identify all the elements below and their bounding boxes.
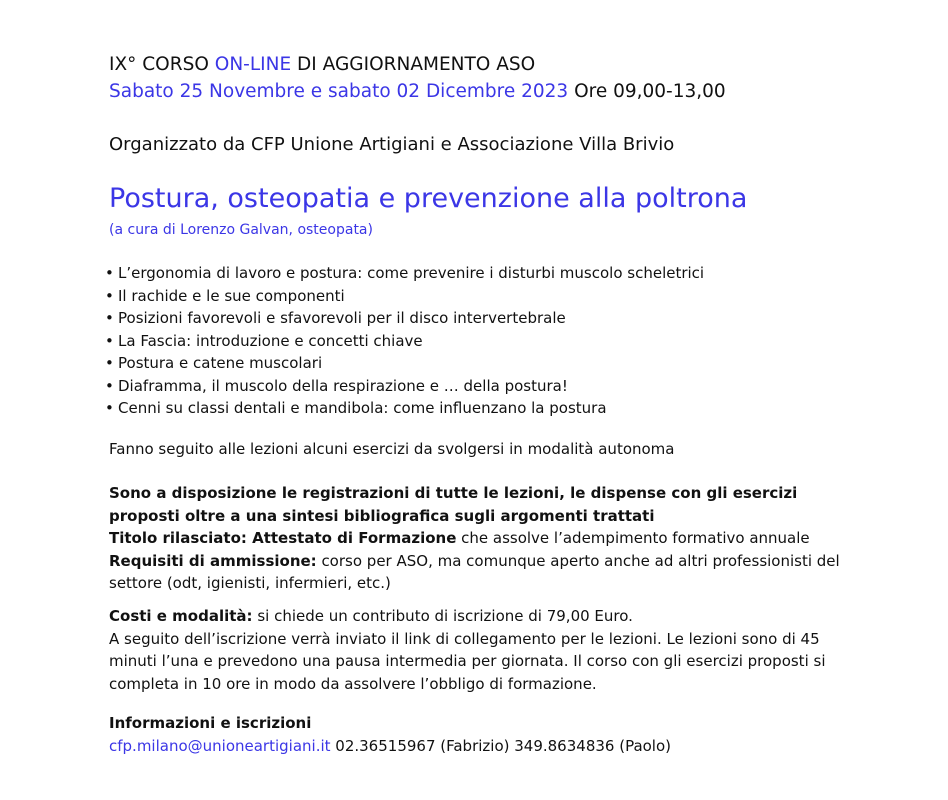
course-hours: Ore 09,00-13,00 <box>568 81 726 102</box>
email-link[interactable]: cfp.milano@unioneartigiani.it <box>109 736 331 755</box>
bullet: • <box>105 399 114 417</box>
course-title: Postura, osteopatia e prevenzione alla poltrona <box>109 183 748 214</box>
costs-line <box>109 605 854 628</box>
bullet: • <box>105 286 114 305</box>
bullet: • <box>105 376 114 395</box>
certificate-text: che assolve l’adempimento formativo annuale <box>456 529 810 547</box>
online-label: ON-LINE <box>214 54 292 75</box>
list-item: • Il rachide e le sue componenti <box>105 285 704 308</box>
list-item: • L’ergonomia di lavoro e postura: come prevenire i disturbi muscolo scheletrici <box>105 262 704 285</box>
requirements-line <box>109 550 854 595</box>
requirements-text: corso per ASO, ma comunque aperto anche ad altri professionisti del settore (odt, igienisti, infermieri, etc.) <box>109 551 840 592</box>
bullet: • <box>105 354 114 372</box>
contacts-section <box>109 712 854 757</box>
course-suffix: DI AGGIORNAMENTO ASO <box>291 54 536 75</box>
bullet: • <box>105 264 114 282</box>
costs-section <box>109 605 854 695</box>
contacts-line <box>109 735 854 758</box>
course-info <box>109 482 854 595</box>
dates-line <box>109 81 726 102</box>
exercises-note: Fanno seguito alle lezioni alcuni esercizi da svolgersi in modalità autonoma <box>109 440 675 458</box>
bullet: • <box>105 309 114 327</box>
certificate-label: Titolo rilasciato: Attestato di Formazione <box>109 529 457 547</box>
bullet: • <box>105 331 114 350</box>
list-item: • Posizioni favorevoli e sfavorevoli per il disco intervertebrale <box>105 307 704 330</box>
costs-label: Costi e modalità: <box>109 607 253 625</box>
course-dates: Sabato 25 Novembre e sabato 02 Dicembre 2023 <box>109 81 569 102</box>
course-curator: (a cura di Lorenzo Galvan, osteopata) <box>109 222 373 238</box>
requirements-label: Requisiti di ammissione: <box>109 551 317 570</box>
list-item: • La Fascia: introduzione e concetti chiave <box>105 330 704 353</box>
certificate-line <box>109 527 854 550</box>
list-item: • Cenni su classi dentali e mandibola: come influenzano la postura <box>105 397 704 420</box>
list-item: • Postura e catene muscolari <box>105 352 704 375</box>
costs-details: A seguito dell’iscrizione verrà inviato il link di collegamento per le lezioni. Le lezioni sono di 45 minuti l’una e prevedono una pausa intermedia per giornata. Il corso con gli esercizi proposti si completa in 10 ore in modo da assolvere l’obbligo di formazione. <box>109 629 826 693</box>
materials-text: Sono a disposizione le registrazioni di tutte le lezioni, le dispense con gli esercizi proposti oltre a una sintesi bibliografica sugli argomenti trattati <box>109 484 798 525</box>
organizer: Organizzato da CFP Unione Artigiani e Associazione Villa Brivio <box>109 134 675 155</box>
phone-numbers: 02.36515967 (Fabrizio) 349.8634836 (Paolo) <box>330 736 672 755</box>
course-prefix: IX° CORSO <box>109 54 215 75</box>
contacts-heading: Informazioni e iscrizioni <box>109 714 312 732</box>
list-item: • Diaframma, il muscolo della respirazione e … della postura! <box>105 375 704 398</box>
costs-text: si chiede un contributo di iscrizione di 79,00 Euro. <box>252 607 633 625</box>
course-title-line <box>109 54 535 75</box>
topics-list <box>105 262 704 420</box>
